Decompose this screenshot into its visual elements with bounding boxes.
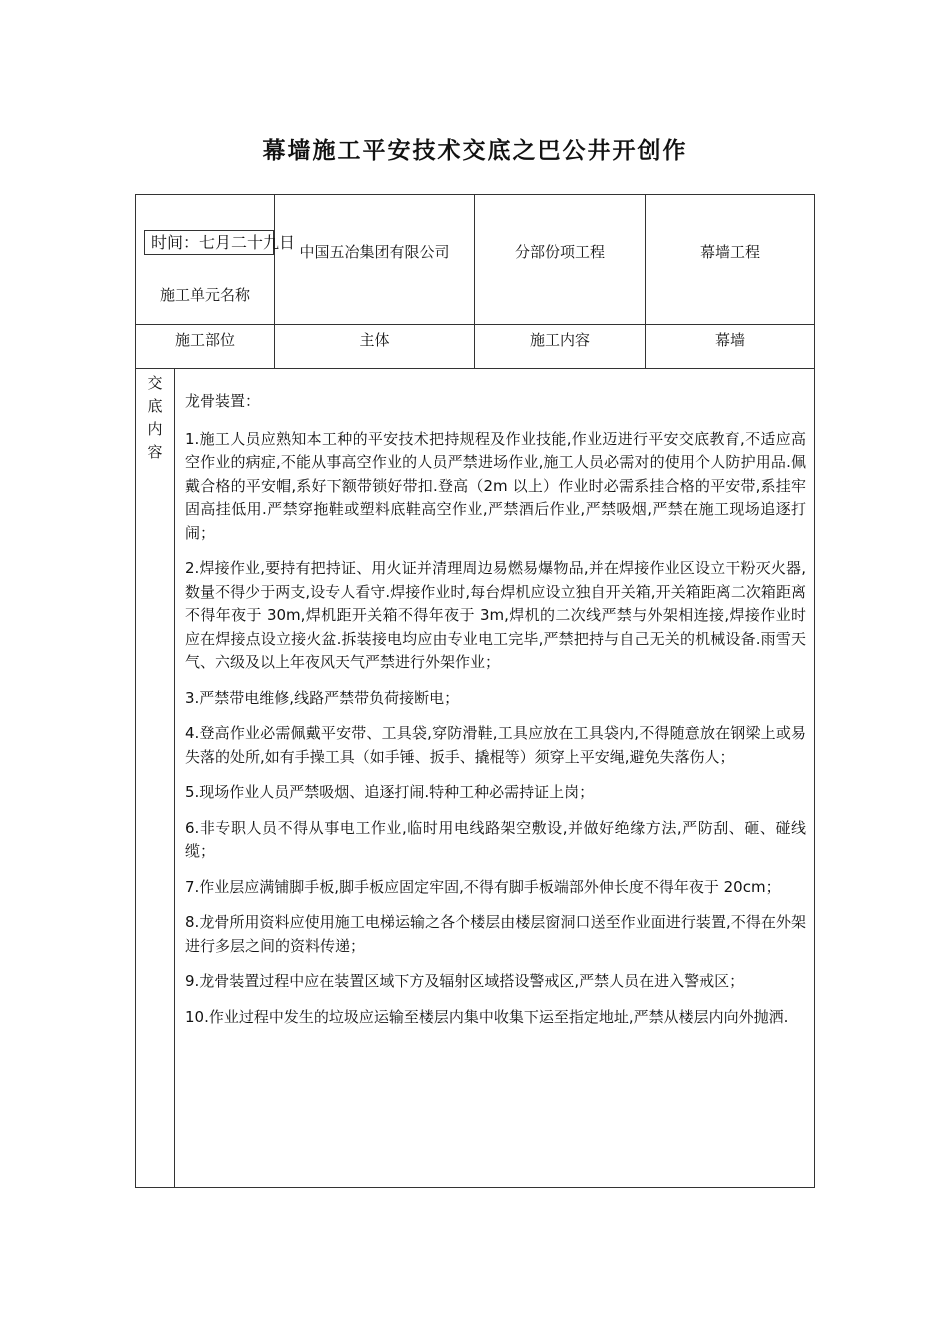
sub-project-label: 分部份项工程	[514, 243, 605, 261]
side-label-char: 容	[147, 443, 163, 461]
content-item: 5.现场作业人员严禁吸烟、追逐打闹.特种工种必需持证上岗；	[185, 783, 595, 801]
document-title: 幕墙施工平安技术交底之巴公井开创作	[262, 137, 688, 164]
content-item: 10.作业过程中发生的垃圾应运输至楼层内集中收集下运至指定地址,严禁从楼层内向外抛洒.	[185, 1007, 789, 1026]
briefing-content	[185, 390, 806, 1041]
side-label-char: 内	[147, 420, 163, 438]
content-item: 6.非专职人员不得从事电工作业,临时用电线路架空敷设,并做好绝缘方法,严防刮、砸、碰线缆；	[185, 818, 806, 860]
row-divider-2	[135, 368, 815, 369]
content-item: 8.龙骨所用资料应使用施工电梯运输之各个楼层由楼层窗洞口送至作业面进行装置,不得在外架进行多层之间的资料传递；	[185, 913, 806, 955]
construction-content-value: 幕墙	[714, 331, 745, 349]
content-item: 3.严禁带电维修,线路严禁带负荷接断电；	[185, 688, 460, 707]
content-col-divider	[174, 368, 175, 1188]
section-heading: 龙骨装置：	[185, 392, 261, 410]
side-label-char: 交	[147, 374, 163, 392]
sub-project-value: 幕墙工程	[699, 243, 760, 261]
content-item: 2.焊接作业,要持有把持证、用火证并清理周边易燃易爆物品,并在焊接作业区设立干粉灭火器,数量不得少于两支,设专人看守.焊接作业时,每台焊机应设立独自开关箱,开关箱距离二次箱距离不得年夜于 30m,焊机距开关箱不得年夜于 3m,焊机的二次线严禁与外架相连接,焊接作业时应在焊接点设立接火盆.拆装接电均应由专业电工完毕,严禁把持与自己无关的机械设备.雨雪天气、六级及以上年夜风天气严禁进行外架作业；	[185, 559, 806, 671]
time-box: 时间：七月二十九日	[144, 230, 274, 255]
construction-content-label: 施工内容	[529, 331, 590, 349]
content-item: 7.作业层应满铺脚手板,脚手板应固定牢固,不得有脚手板端部外伸长度不得年夜于 20cm；	[185, 877, 781, 896]
construction-part-label: 施工部位	[174, 331, 235, 349]
construction-part-value: 主体	[359, 331, 390, 349]
content-item: 9.龙骨装置过程中应在装置区域下方及辐射区域搭设警戒区,严禁人员在进入警戒区；	[185, 972, 745, 990]
content-item: 1.施工人员应熟知本工种的平安技术把持规程及作业技能,作业迈进行平安交底教育,不适应高空作业的病症,不能从事高空作业的人员严禁进场作业,施工人员必需对的使用个人防护用品.佩戴合格的平安帽,系好下额带锁好带扣.登高（2m 以上）作业时必需系挂合格的平安带,系挂牢固高挂低用.严禁穿拖鞋或塑料底鞋高空作业,严禁酒后作业,严禁吸烟,严禁在施工现场追逐打闹；	[185, 429, 806, 542]
row-divider-1	[135, 324, 815, 325]
briefing-content-label	[143, 372, 167, 464]
side-label-char: 底	[147, 397, 163, 415]
unit-name-value: 中国五冶集团有限公司	[299, 243, 450, 261]
unit-name-label: 施工单元名称	[159, 286, 250, 304]
content-item: 4.登高作业必需佩戴平安带、工具袋,穿防滑鞋,工具应放在工具袋内,不得随意放在钢梁上或易失落的处所,如有手操工具（如手锤、扳手、撬棍等）须穿上平安绳,避免失落伤人；	[185, 724, 806, 766]
